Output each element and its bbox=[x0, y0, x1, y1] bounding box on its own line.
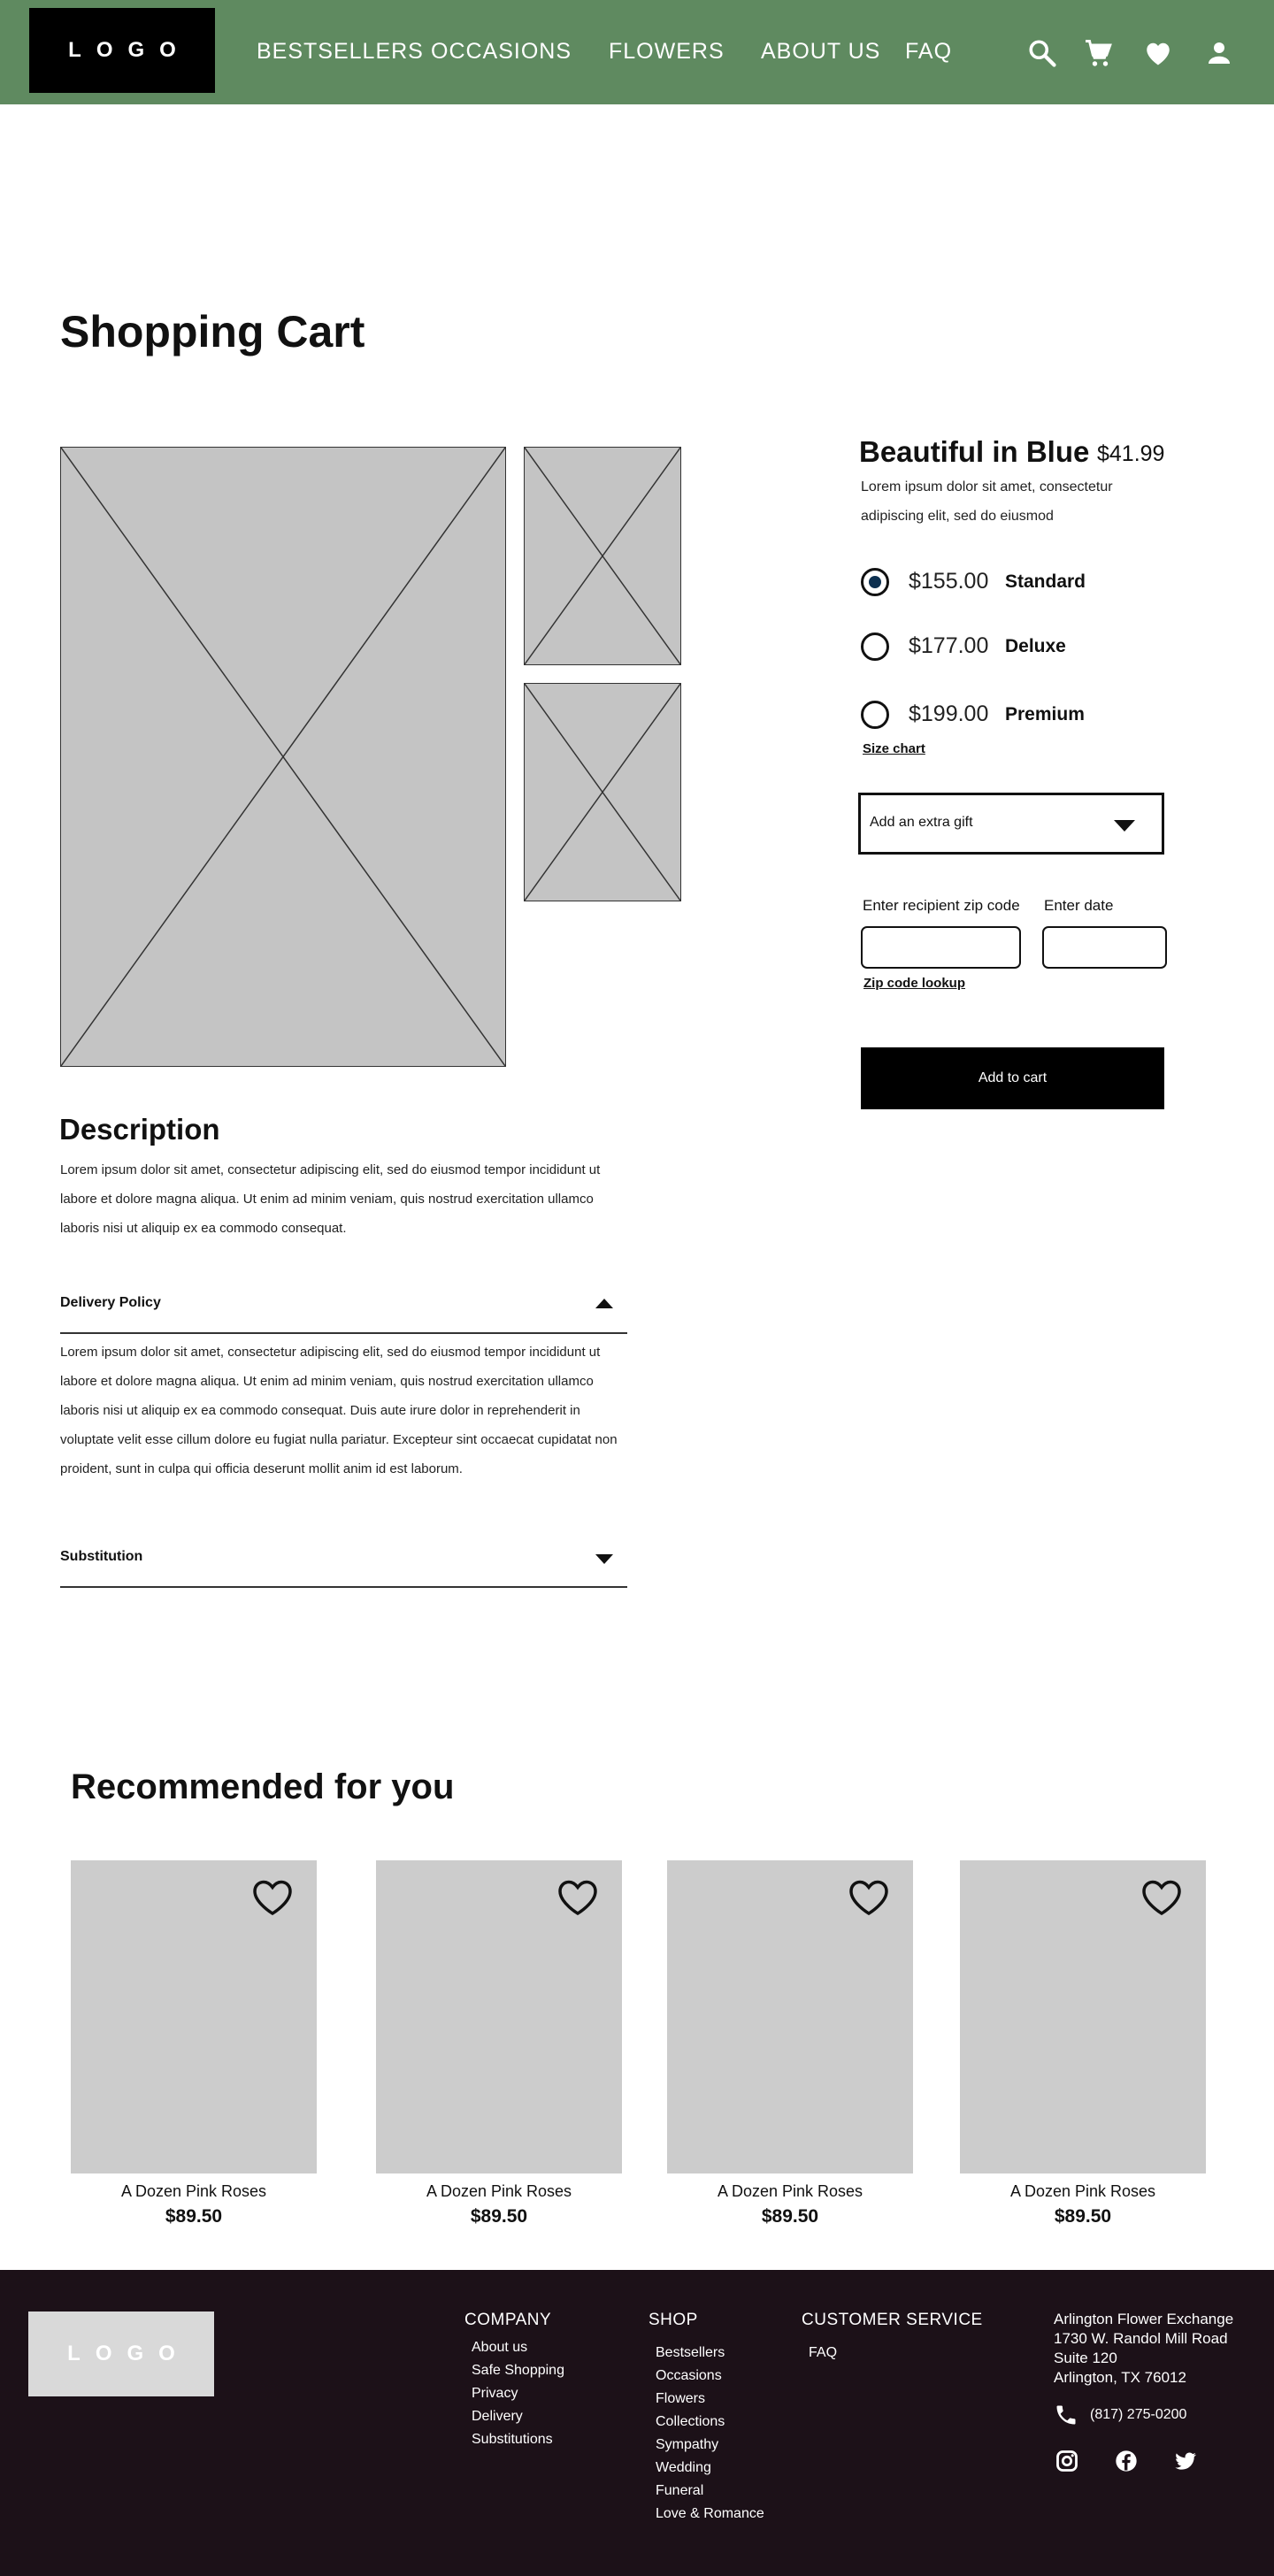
account-icon[interactable] bbox=[1203, 37, 1235, 69]
footer-link-privacy[interactable]: Privacy bbox=[472, 2386, 518, 2401]
product-name: Beautiful in Blue bbox=[859, 435, 1090, 468]
chevron-down-icon[interactable] bbox=[595, 1554, 613, 1564]
wishlist-heart-icon[interactable] bbox=[848, 1878, 890, 1917]
nav-faq[interactable]: FAQ bbox=[905, 39, 953, 64]
extra-gift-select[interactable] bbox=[858, 793, 1164, 855]
footer-address bbox=[1054, 2310, 1233, 2388]
product-card-price: $89.50 bbox=[761, 2206, 819, 2227]
nav-bestsellers[interactable]: BESTSELLERS bbox=[257, 39, 424, 64]
footer-link-wedding[interactable]: Wedding bbox=[656, 2460, 711, 2475]
product-card-price: $89.50 bbox=[165, 2206, 223, 2227]
product-description: Lorem ipsum dolor sit amet, consectetur adipiscing elit, sed do eiusmod bbox=[861, 479, 1113, 524]
chevron-down-icon bbox=[1114, 820, 1135, 832]
product-price: $41.99 bbox=[1097, 441, 1165, 466]
footer-shop-heading: SHOP bbox=[649, 2311, 698, 2329]
product-card-name[interactable]: A Dozen Pink Roses bbox=[426, 2182, 572, 2200]
option-standard-radio[interactable] bbox=[861, 568, 889, 596]
footer-link-bestsellers[interactable]: Bestsellers bbox=[656, 2345, 725, 2360]
zip-code-input[interactable] bbox=[861, 926, 1021, 969]
product-card-name[interactable]: A Dozen Pink Roses bbox=[1009, 2182, 1156, 2200]
option-deluxe-radio[interactable] bbox=[861, 632, 889, 661]
delivery-policy-text: Lorem ipsum dolor sit amet, consectetur adipiscing elit, sed do eiusmod tempor incididunt ut labore et dolore magna aliqua. Ut enim ad minim veniam, quis nostrud exercitation ullamco laboris nisi ut aliquip ex ea commodo consequat. Duis aute irure dolor in reprehenderit in voluptate velit esse cillum dolore eu fugiat nulla pariatur. Excepteur sint occaecat cupidatat non proident, sunt in culpa qui officia deserunt mollit anim id est laborum. bbox=[60, 1345, 618, 1476]
product-card-price: $89.50 bbox=[470, 2206, 528, 2227]
footer-company-heading: COMPANY bbox=[464, 2311, 552, 2329]
footer-service-heading: CUSTOMER SERVICE bbox=[802, 2311, 983, 2329]
footer-service-links bbox=[809, 2342, 837, 2365]
delivery-policy-toggle[interactable]: Delivery Policy bbox=[60, 1295, 161, 1310]
footer-company-links bbox=[472, 2336, 564, 2451]
address-line: Suite 120 bbox=[1054, 2350, 1117, 2366]
instagram-icon[interactable] bbox=[1055, 2449, 1079, 2473]
footer-link-sympathy[interactable]: Sympathy bbox=[656, 2437, 719, 2452]
date-label: Enter date bbox=[1044, 897, 1114, 914]
product-card-name[interactable]: A Dozen Pink Roses bbox=[120, 2182, 267, 2200]
phone-icon bbox=[1054, 2403, 1078, 2427]
product-card-name[interactable]: A Dozen Pink Roses bbox=[717, 2182, 863, 2200]
nav-about-us[interactable]: ABOUT US bbox=[761, 39, 881, 64]
option-premium-price: $199.00 bbox=[909, 702, 989, 726]
twitter-icon[interactable] bbox=[1173, 2449, 1198, 2473]
description-heading: Description bbox=[59, 1113, 220, 1146]
wishlist-heart-icon[interactable] bbox=[556, 1878, 599, 1917]
footer-link-safe-shopping[interactable]: Safe Shopping bbox=[472, 2363, 564, 2378]
footer-logo[interactable]: LOGO bbox=[28, 2312, 214, 2396]
footer-link-occasions[interactable]: Occasions bbox=[656, 2368, 722, 2383]
product-card-price: $89.50 bbox=[1054, 2206, 1112, 2227]
zip-code-label: Enter recipient zip code bbox=[863, 897, 1020, 914]
footer-link-funeral[interactable]: Funeral bbox=[656, 2483, 704, 2498]
extra-gift-label: Add an extra gift bbox=[870, 815, 973, 830]
option-premium-label: Premium bbox=[1005, 704, 1085, 724]
accordion-divider bbox=[60, 1332, 627, 1334]
footer-link-flowers[interactable]: Flowers bbox=[656, 2391, 706, 2406]
page-title: Shopping Cart bbox=[60, 307, 365, 356]
facebook-icon[interactable] bbox=[1114, 2449, 1139, 2473]
nav-flowers[interactable]: FLOWERS bbox=[609, 39, 725, 64]
cart-icon[interactable] bbox=[1083, 37, 1115, 69]
heart-icon[interactable] bbox=[1142, 37, 1174, 69]
recommended-heading: Recommended for you bbox=[71, 1767, 455, 1806]
footer-shop-links bbox=[656, 2342, 764, 2526]
accordion-divider bbox=[60, 1586, 627, 1588]
add-to-cart-button[interactable]: Add to cart bbox=[861, 1047, 1164, 1109]
product-thumbnail-1[interactable] bbox=[524, 447, 681, 665]
address-line: Arlington, TX 76012 bbox=[1054, 2369, 1186, 2386]
footer-link-love-romance[interactable]: Love & Romance bbox=[656, 2506, 764, 2521]
footer-phone[interactable]: (817) 275-0200 bbox=[1090, 2407, 1187, 2422]
footer-link-substitutions[interactable]: Substitutions bbox=[472, 2432, 553, 2447]
footer-link-about-us[interactable]: About us bbox=[472, 2340, 528, 2355]
footer-link-delivery[interactable]: Delivery bbox=[472, 2409, 523, 2424]
footer-link-collections[interactable]: Collections bbox=[656, 2414, 725, 2429]
size-chart-link[interactable]: Size chart bbox=[863, 741, 925, 756]
wishlist-heart-icon[interactable] bbox=[251, 1878, 294, 1917]
date-input[interactable] bbox=[1042, 926, 1167, 969]
nav-occasions[interactable]: OCCASIONS bbox=[431, 39, 572, 64]
footer-link-faq[interactable]: FAQ bbox=[809, 2345, 838, 2360]
product-thumbnail-2[interactable] bbox=[524, 683, 681, 901]
zip-code-lookup-link[interactable]: Zip code lookup bbox=[863, 976, 965, 991]
search-icon[interactable] bbox=[1026, 37, 1058, 69]
substitution-toggle[interactable]: Substitution bbox=[60, 1549, 143, 1564]
address-line: 1730 W. Randol Mill Road bbox=[1054, 2330, 1228, 2347]
product-main-image[interactable] bbox=[60, 447, 506, 1067]
option-standard-label: Standard bbox=[1005, 571, 1086, 592]
address-line: Arlington Flower Exchange bbox=[1054, 2311, 1234, 2327]
option-premium-radio[interactable] bbox=[861, 701, 889, 729]
description-text: Lorem ipsum dolor sit amet, consectetur adipiscing elit, sed do eiusmod tempor incididunt ut labore et dolore magna aliqua. Ut enim ad minim veniam, quis nostrud exercitation ullamco laboris nisi ut aliquip ex ea commodo consequat. bbox=[60, 1162, 601, 1236]
wishlist-heart-icon[interactable] bbox=[1140, 1878, 1183, 1917]
option-deluxe-price: $177.00 bbox=[909, 633, 989, 658]
option-standard-price: $155.00 bbox=[909, 569, 989, 594]
header-logo[interactable]: LOGO bbox=[29, 8, 215, 93]
chevron-up-icon[interactable] bbox=[595, 1299, 613, 1308]
option-deluxe-label: Deluxe bbox=[1005, 636, 1066, 656]
